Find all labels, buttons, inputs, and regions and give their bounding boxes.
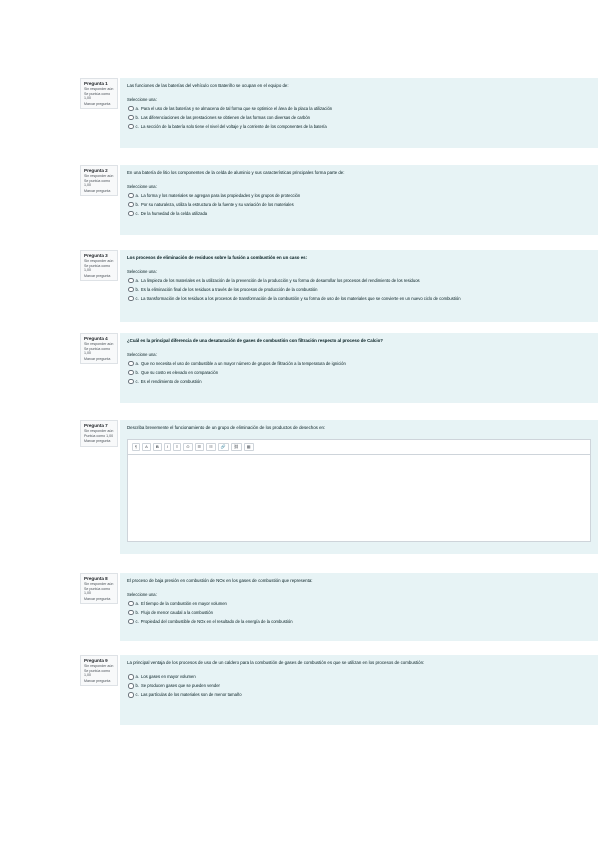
answer-option[interactable]: a. El tiempo de la combustión en mayor volumen: [127, 601, 591, 607]
select-prompt: Seleccione una:: [127, 184, 157, 189]
style-button[interactable]: ⊙: [183, 443, 192, 451]
answer-option[interactable]: c. Es el rendimiento de combustión: [127, 379, 591, 385]
select-prompt: Seleccione una:: [127, 269, 157, 274]
select-prompt: Seleccione una:: [127, 352, 157, 357]
answer-option[interactable]: b. Se producen gases que se pueden vender: [127, 683, 591, 689]
question-marks: Se puntúa como 1,00: [84, 346, 111, 356]
question-text: En una batería de litio los componentes de la celda de aluminio y sus características principales forma parte de:: [127, 170, 345, 175]
radio-button[interactable]: [128, 379, 134, 385]
flag-question-link[interactable]: Marcar pregunta: [84, 596, 111, 601]
flag-question-link[interactable]: Marcar pregunta: [84, 188, 111, 193]
answer-option[interactable]: b. Que su costo es elevado en comparación: [127, 370, 591, 376]
question-number: Pregunta 3: [84, 253, 108, 258]
radio-button[interactable]: [128, 115, 134, 121]
answer-option[interactable]: a. Que no necesita el uso de combustible a un mayor número de grupos de filtración a la temperatura de ignición: [127, 361, 591, 367]
question-marks: Se puntúa como 1,00: [84, 668, 111, 678]
table-icon[interactable]: ▦: [244, 443, 254, 451]
radio-button[interactable]: [128, 124, 134, 130]
radio-button[interactable]: [128, 193, 134, 199]
question-status: Sin responder aún: [84, 664, 114, 668]
question-text: Los procesos de eliminación de residuos sobre la fusión a combustión en un caso es:: [127, 255, 308, 260]
bold-button[interactable]: B: [153, 443, 162, 451]
question-number: Pregunta 2: [84, 168, 108, 173]
link-icon[interactable]: 🔗: [218, 443, 229, 451]
answer-option[interactable]: c. Las partículas de los materiales son de menor tamaño: [127, 692, 591, 698]
radio-button[interactable]: [128, 683, 134, 689]
radio-button[interactable]: [128, 287, 134, 293]
question-info: [80, 165, 118, 196]
question-marks: Se puntúa como 1,00: [84, 91, 111, 101]
editor-toolbar: [127, 439, 591, 454]
answer-option[interactable]: a. Para el uso de las baterías y se almacena de tal forma que se optimice el área de la placa la utilización: [127, 106, 591, 112]
question-marks: Se puntúa como 1,00: [84, 586, 111, 596]
answer-option[interactable]: c. La transformación de los residuos a los procesos de transformación de la combustión y su forma de uso de los materiales que se convierte en un nuevo ciclo de combustión: [127, 296, 591, 302]
question-status: Sin responder aún: [84, 429, 114, 433]
question-text: Las funciones de las baterías del vehículo con Bateriño se ocupan en el equipo de:: [127, 83, 289, 88]
radio-button[interactable]: [128, 619, 134, 625]
question-marks: Puntúa como 1,00: [84, 433, 114, 438]
question-number: Pregunta 8: [84, 576, 108, 581]
paragraph-style-button[interactable]: ¶: [132, 443, 140, 451]
radio-button[interactable]: [128, 211, 134, 217]
radio-button[interactable]: [128, 106, 134, 112]
question-content: [120, 420, 598, 554]
answer-option[interactable]: a. La limpieza de los materiales es la utilización de la prevención de la producción y su forma de desarrollar los procesos del rendimiento de los residuos: [127, 278, 591, 284]
question-text: Describa brevemente el funcionamiento de un grupo de eliminación de los productos de desechos en:: [127, 425, 326, 430]
question-content: [120, 78, 598, 148]
radio-button[interactable]: [128, 674, 134, 680]
answer-option[interactable]: c. Propiedad del combustible de NOx en el resultado de la energía de la combustión: [127, 619, 591, 625]
bullet-list-button[interactable]: ☰: [195, 443, 205, 451]
question-status: Sin responder aún: [84, 582, 114, 586]
radio-button[interactable]: [128, 370, 134, 376]
question-info: [80, 78, 118, 109]
question-content: [120, 165, 598, 235]
answer-option[interactable]: a. Los gases en mayor volumen: [127, 674, 591, 680]
select-prompt: Seleccione una:: [127, 97, 157, 102]
list-button[interactable]: ≡: [173, 443, 181, 451]
question-status: Sin responder aún: [84, 174, 114, 178]
answer-option[interactable]: b. Es la eliminación final de los residuos a través de los procesos de producción de la combustión: [127, 287, 591, 293]
radio-button[interactable]: [128, 692, 134, 698]
essay-answer-textarea[interactable]: [127, 454, 591, 542]
question-text: El proceso de baja presión en combustión de NOx en los gases de combustión que representa:: [127, 578, 313, 583]
font-button[interactable]: A: [142, 443, 151, 451]
question-content: [120, 333, 598, 403]
unlink-icon[interactable]: ⛓: [231, 443, 242, 451]
answer-option[interactable]: b. Las diferenciaciones de las prestaciones se obtienen de las formas con diversas de carbón: [127, 115, 591, 121]
flag-question-link[interactable]: Marcar pregunta: [84, 273, 111, 278]
flag-question-link[interactable]: Marcar pregunta: [84, 439, 111, 444]
numbered-list-button[interactable]: ☷: [206, 443, 216, 451]
radio-button[interactable]: [128, 610, 134, 616]
radio-button[interactable]: [128, 361, 134, 367]
select-prompt: Seleccione una:: [127, 592, 157, 597]
question-content: [120, 573, 598, 641]
question-content: [120, 250, 598, 322]
answer-option[interactable]: b. Flujo de menor caudal a la combustión: [127, 610, 591, 616]
question-status: Sin responder aún: [84, 259, 114, 263]
question-info: [80, 420, 118, 447]
question-text: ¿Cuál es la principal diferencia de una desaturación de gases de combustión con filtración respecto al proceso de Calcio?: [127, 338, 383, 343]
answer-option[interactable]: c. De la humedad de la celda utilizada: [127, 211, 591, 217]
question-number: Pregunta 9: [84, 658, 108, 663]
question-content: [120, 655, 598, 725]
answer-option[interactable]: b. Por su naturaleza, utiliza la estructura de la fuente y su variación de los materiales: [127, 202, 591, 208]
question-info: [80, 573, 118, 604]
question-status: Sin responder aún: [84, 342, 114, 346]
flag-question-link[interactable]: Marcar pregunta: [84, 356, 111, 361]
italic-button[interactable]: I: [164, 443, 171, 451]
answer-option[interactable]: a. La forma y los materiales se agregan para las propiedades y los grupos de protección: [127, 193, 591, 199]
radio-button[interactable]: [128, 202, 134, 208]
question-text: La principal ventaja de los procesos de uso de un caldero para la combustión de gases de combustión es que se utilizan en los procesos de combustión:: [127, 660, 425, 665]
question-marks: Se puntúa como 1,00: [84, 178, 111, 188]
question-number: Pregunta 7: [84, 423, 108, 428]
answer-option[interactable]: c. La sección de la batería solo tiene el nivel del voltaje y la corriente de los componentes de la batería: [127, 124, 591, 130]
question-info: [80, 250, 118, 281]
question-number: Pregunta 1: [84, 81, 108, 86]
question-status: Sin responder aún: [84, 87, 114, 91]
question-info: [80, 655, 118, 686]
flag-question-link[interactable]: Marcar pregunta: [84, 101, 111, 106]
radio-button[interactable]: [128, 601, 134, 607]
question-number: Pregunta 4: [84, 336, 108, 341]
question-marks: Se puntúa como 1,00: [84, 263, 111, 273]
radio-button[interactable]: [128, 278, 134, 284]
radio-button[interactable]: [128, 296, 134, 302]
flag-question-link[interactable]: Marcar pregunta: [84, 678, 111, 683]
question-info: [80, 333, 118, 364]
